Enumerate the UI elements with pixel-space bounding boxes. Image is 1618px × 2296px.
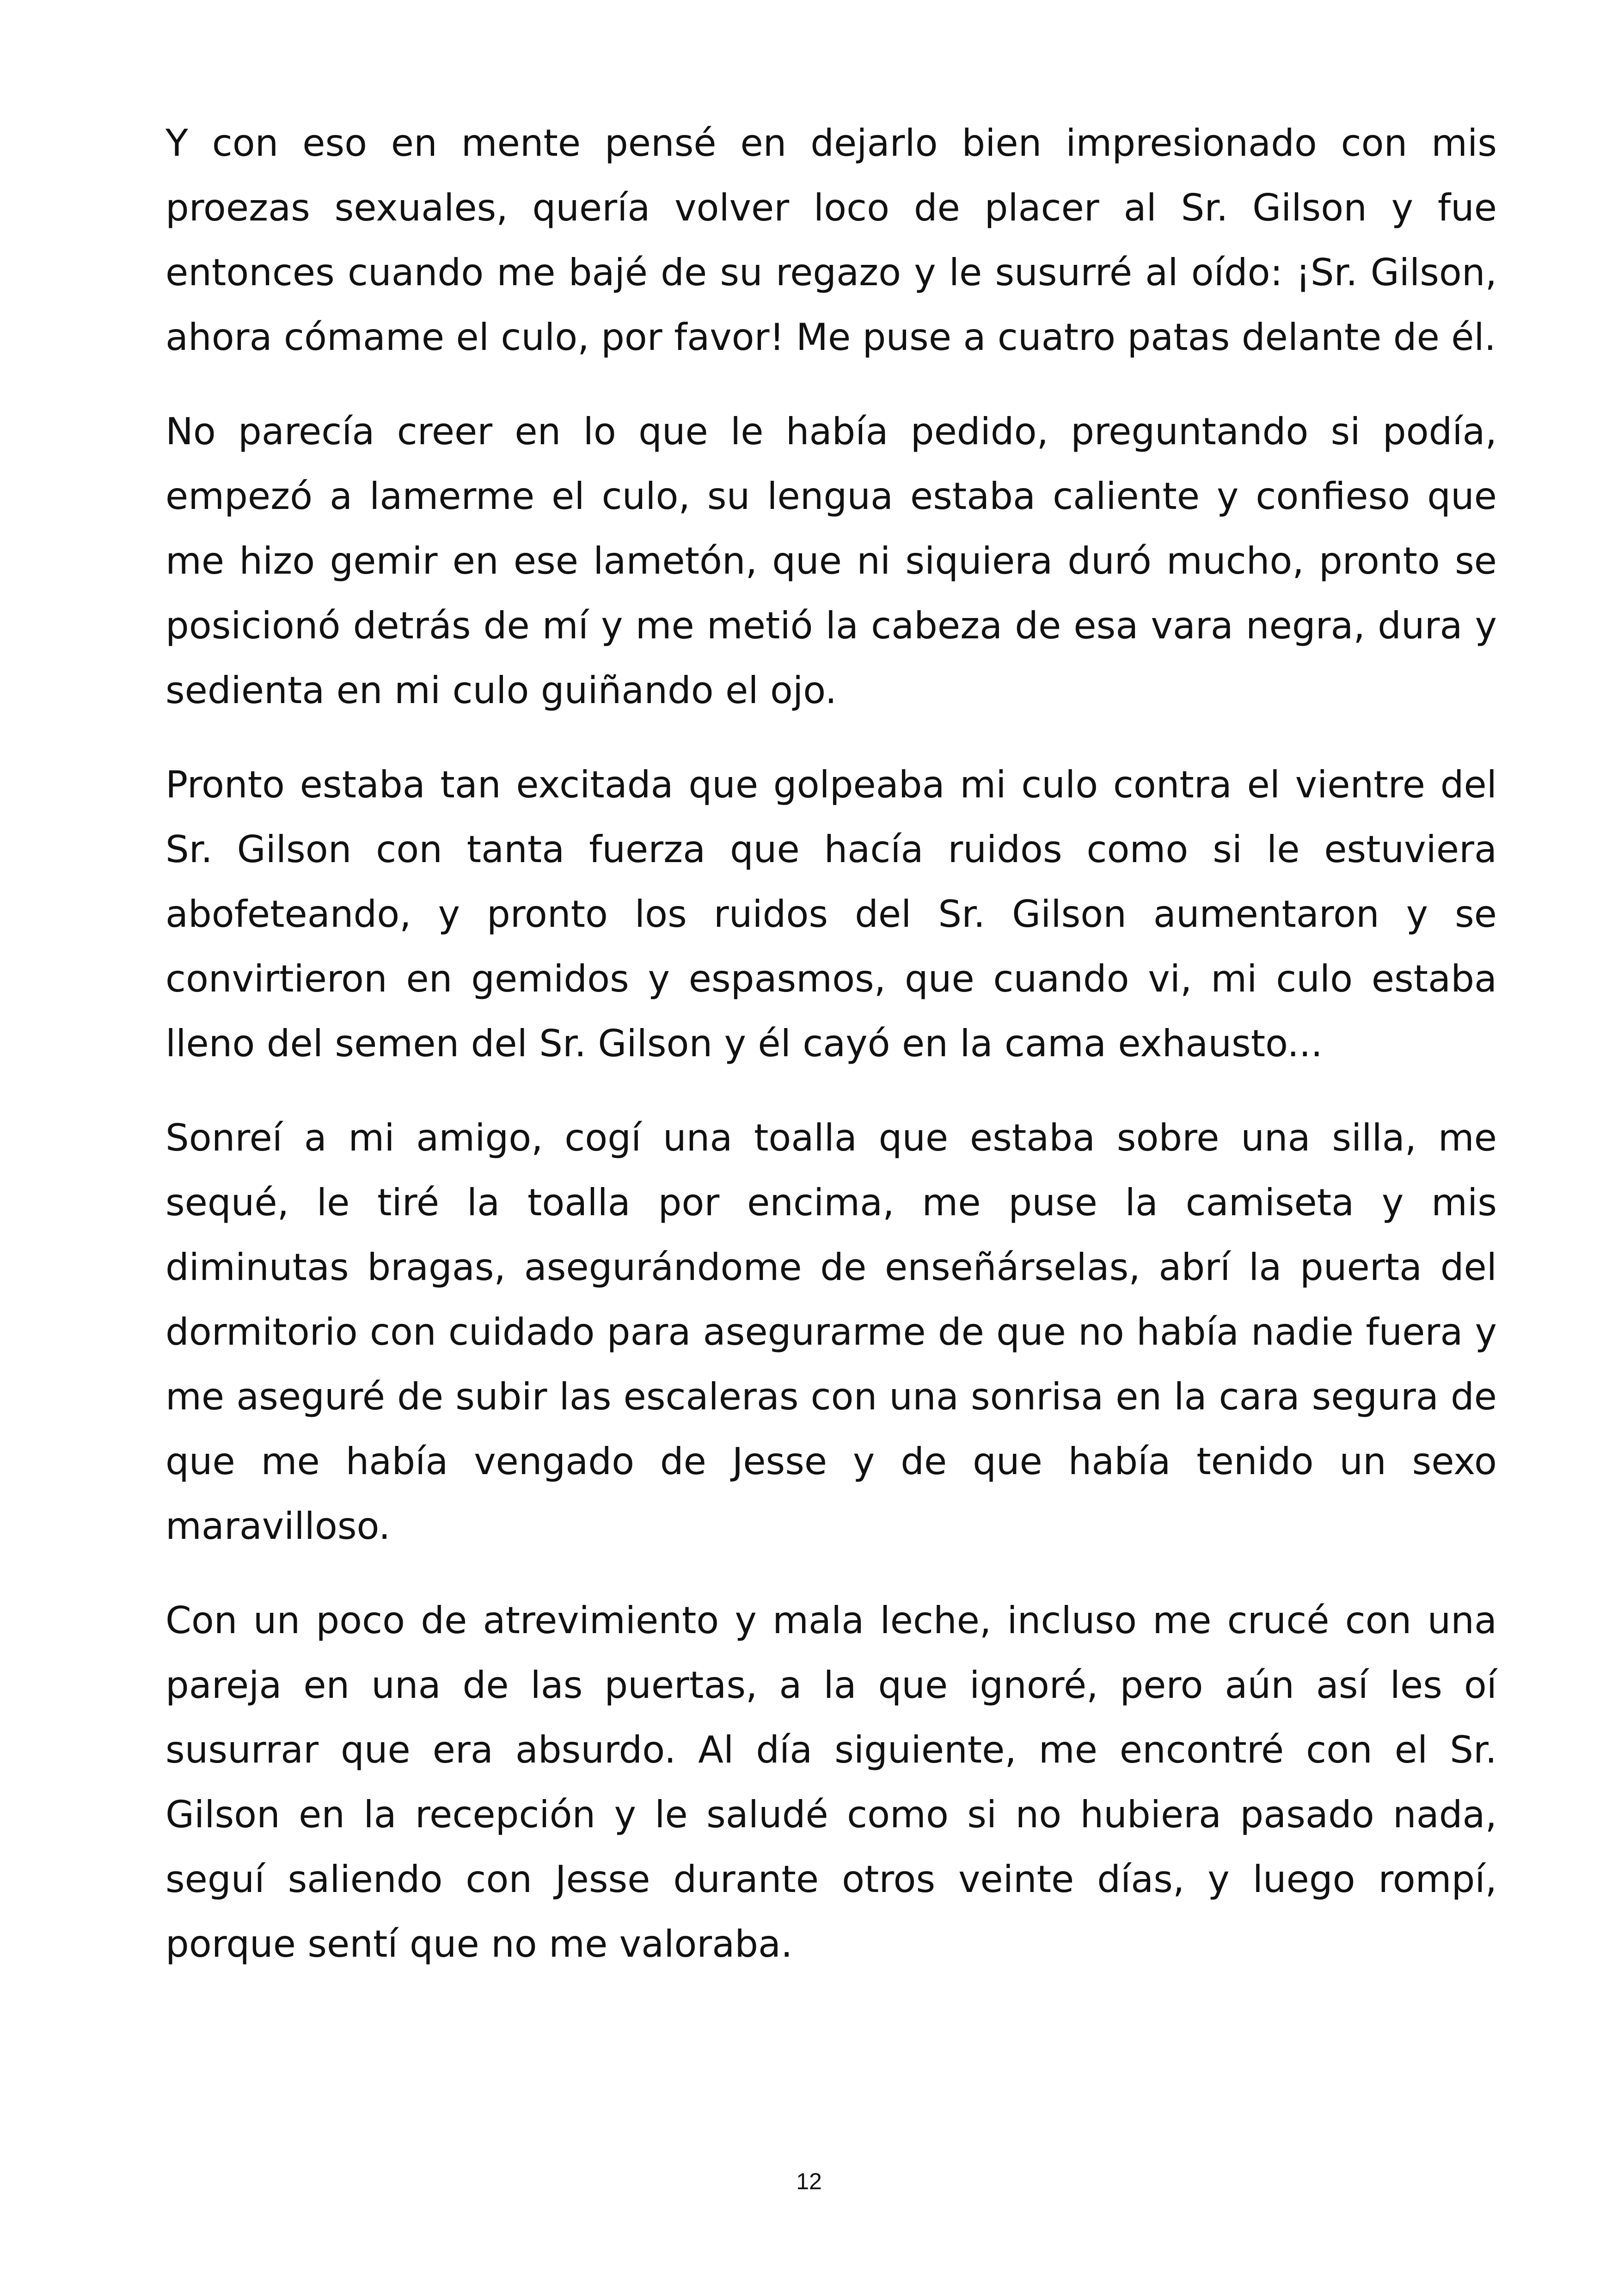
page-body [165, 111, 1497, 2006]
paragraph-1: Y con eso en mente pensé en dejarlo bien impresionado con mis proezas sexuales, quería volver loco de placer al Sr. Gilson y fue entonces cuando me bajé de su regazo y le susurré al oído: ¡Sr. Gilson, ahora cómame el culo, por favor! Me puse a cuatro patas delante de él. [165, 122, 1497, 359]
page-number: 12 [796, 2168, 822, 2194]
paragraph-2: No parecía creer en lo que le había pedido, preguntando si podía, empezó a lamerme el culo, su lengua estaba caliente y confieso que me hizo gemir en ese lametón, que ni siquiera duró mucho, pronto se posicionó detrás de mí y me metió la cabeza de esa vara negra, dura y sedienta en mi culo guiñando el ojo. [165, 410, 1497, 712]
paragraph-4: Sonreí a mi amigo, cogí una toalla que estaba sobre una silla, me sequé, le tiré la toalla por encima, me puse la camiseta y mis diminutas bragas, asegurándome de enseñárselas, abrí la puerta del dormitorio con cuidado para asegurarme de que no había nadie fuera y me aseguré de subir las escaleras con una sonrisa en la cara segura de que me había vengado de Jesse y de que había tenido un sexo maravilloso. [165, 1116, 1497, 1548]
paragraph-5: Con un poco de atrevimiento y mala leche, incluso me crucé con una pareja en una de las puertas, a la que ignoré, pero aún así les oí susurrar que era absurdo. Al día siguiente, me encontré con el Sr. Gilson en la recepción y le saludé como si no hubiera pasado nada, seguí saliendo con Jesse durante otros veinte días, y luego rompí, porque sentí que no me valoraba. [165, 1599, 1497, 1965]
paragraph-3: Pronto estaba tan excitada que golpeaba mi culo contra el vientre del Sr. Gilson con tanta fuerza que hacía ruidos como si le estuviera abofeteando, y pronto los ruidos del Sr. Gilson aumentaron y se convirtieron en gemidos y espasmos, que cuando vi, mi culo estaba lleno del semen del Sr. Gilson y él cayó en la cama exhausto... [165, 763, 1497, 1065]
